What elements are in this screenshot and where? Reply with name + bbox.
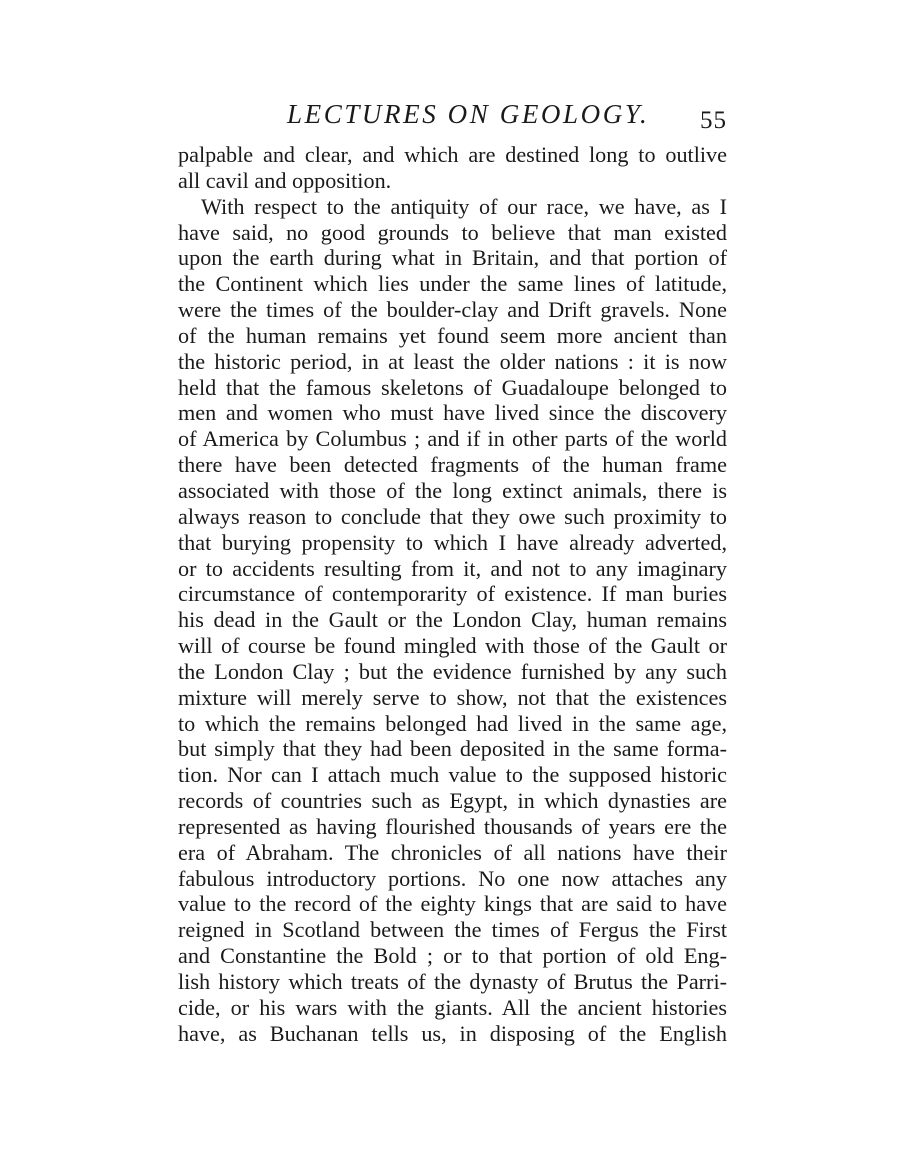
running-title: LECTURES ON GEOLOGY. — [287, 99, 650, 129]
text-line: palpable and clear, and which are destined long to outlive — [178, 142, 727, 167]
text-line: value to the record of the eighty kings that are said to have — [178, 891, 727, 917]
text-line: held that the famous skeletons of Guadaloupe belonged to — [178, 374, 727, 400]
text-line: fabulous introductory portions. No one now attaches any — [178, 865, 727, 891]
page-number: 55 — [700, 107, 727, 134]
text-line: era of Abraham. The chronicles of all nations have their — [178, 839, 727, 865]
text-line: tion. Nor can I attach much value to the supposed historic — [178, 762, 727, 788]
text-line: have, as Buchanan tells us, in disposing of the English — [178, 1020, 727, 1046]
text-line: men and women who must have lived since the discovery — [178, 400, 727, 426]
text-line: reigned in Scotland between the times of Fergus the First — [178, 917, 727, 943]
text-line: cide, or his wars with the giants. All the ancient histories — [178, 994, 727, 1020]
text-line: that burying propensity to which I have already adverted, — [178, 529, 727, 555]
text-line: the Continent which lies under the same lines of latitude, — [178, 271, 727, 297]
text-line: the historic period, in at least the older nations : it is now — [178, 348, 727, 374]
text-line: and Constantine the Bold ; or to that portion of old Eng- — [178, 943, 727, 969]
text-line: were the times of the boulder-clay and Drift gravels. None — [178, 297, 727, 323]
text-line: the London Clay ; but the evidence furnished by any such — [178, 658, 727, 684]
text-line: mixture will merely serve to show, not that the existences — [178, 684, 727, 710]
text-line: represented as having flourished thousands of years ere the — [178, 813, 727, 839]
text-line: all cavil and opposition. — [178, 167, 392, 193]
text-line: With respect to the antiquity of our race, we have, as I — [201, 193, 727, 219]
running-head — [0, 96, 900, 132]
body-text — [178, 142, 727, 1047]
text-line: or to accidents resulting from it, and not to any imaginary — [178, 555, 727, 581]
text-line: lish history which treats of the dynasty of Brutus the Parri- — [178, 969, 727, 994]
text-line: associated with those of the long extinct animals, there is — [178, 477, 727, 503]
text-line: there have been detected fragments of the human frame — [178, 452, 727, 478]
text-line: records of countries such as Egypt, in which dynasties are — [178, 788, 727, 814]
text-line: always reason to conclude that they owe such proximity to — [178, 503, 727, 529]
text-line: upon the earth during what in Britain, and that portion of — [178, 245, 727, 271]
text-line: his dead in the Gault or the London Clay, human remains — [178, 607, 727, 633]
text-line: of the human remains yet found seem more ancient than — [178, 322, 727, 348]
text-line: circumstance of contemporarity of existence. If man buries — [178, 581, 727, 607]
text-line: will of course be found mingled with those of the Gault or — [178, 633, 727, 659]
text-line: to which the remains belonged had lived in the same age, — [178, 710, 727, 736]
text-line: have said, no good grounds to believe that man existed — [178, 219, 727, 245]
text-line: but simply that they had been deposited in the same forma- — [178, 736, 727, 762]
text-line: of America by Columbus ; and if in other parts of the world — [178, 426, 727, 452]
